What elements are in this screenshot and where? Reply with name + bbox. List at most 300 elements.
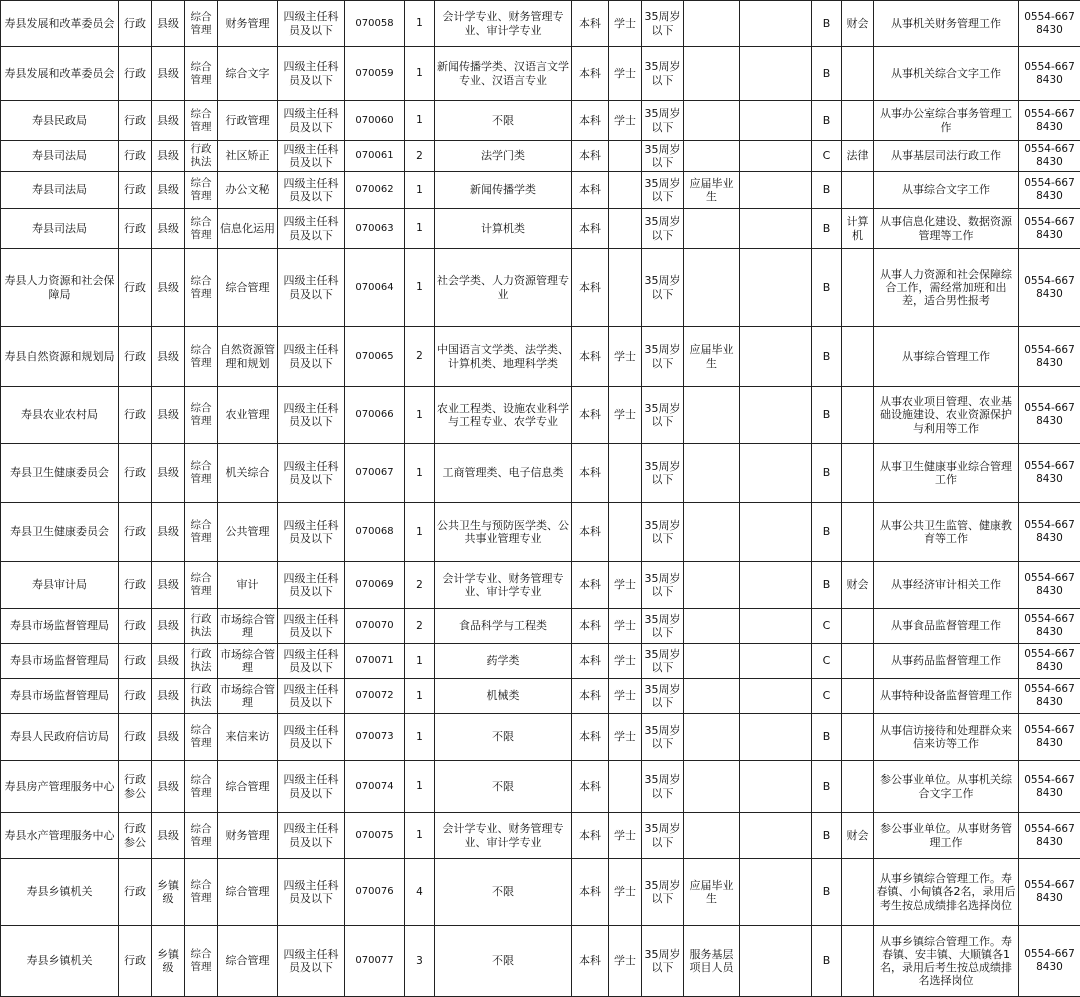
- education-cell: 本科: [572, 387, 609, 444]
- position-cell: 市场综合管理: [218, 679, 278, 714]
- position-cell: 农业管理: [218, 387, 278, 444]
- other-requirement-cell: [684, 1, 740, 47]
- exam-type-cell: C: [812, 609, 842, 644]
- exam-type-cell: B: [812, 327, 842, 387]
- type-cell: 行政参公: [119, 761, 152, 813]
- professional-test-cell: [842, 926, 874, 997]
- duty-cell: 从事经济审计相关工作: [874, 562, 1019, 609]
- professional-test-cell: 计算机: [842, 209, 874, 249]
- department-cell: 寿县人力资源和社会保障局: [1, 249, 119, 327]
- count-cell: 1: [405, 444, 435, 503]
- category-cell: 综合管理: [185, 101, 218, 141]
- count-cell: 1: [405, 1, 435, 47]
- category-cell: 综合管理: [185, 209, 218, 249]
- phone-cell: 0554-6678430: [1019, 444, 1080, 503]
- other-requirement-cell: [684, 387, 740, 444]
- category-cell: 综合管理: [185, 387, 218, 444]
- major-cell: 会计学专业、财务管理专业、审计学专业: [435, 562, 572, 609]
- type-cell: 行政: [119, 679, 152, 714]
- exam-type-cell: B: [812, 47, 842, 101]
- rank-cell: 四级主任科员及以下: [278, 609, 345, 644]
- type-cell: 行政: [119, 101, 152, 141]
- department-cell: 寿县发展和改革委员会: [1, 1, 119, 47]
- age-cell: 35周岁以下: [642, 47, 684, 101]
- count-cell: 4: [405, 859, 435, 926]
- exam-type-cell: B: [812, 249, 842, 327]
- degree-cell: 学士: [609, 101, 642, 141]
- position-cell: 信息化运用: [218, 209, 278, 249]
- type-cell: 行政: [119, 859, 152, 926]
- table-row: [1, 503, 1080, 562]
- table-row: [1, 444, 1080, 503]
- education-cell: 本科: [572, 141, 609, 172]
- department-cell: 寿县卫生健康委员会: [1, 444, 119, 503]
- position-cell: 财务管理: [218, 813, 278, 859]
- phone-cell: 0554-6678430: [1019, 644, 1080, 679]
- blank-cell: [740, 249, 812, 327]
- age-cell: 35周岁以下: [642, 249, 684, 327]
- category-cell: 综合管理: [185, 503, 218, 562]
- professional-test-cell: [842, 47, 874, 101]
- type-cell: 行政: [119, 714, 152, 761]
- major-cell: 社会学类、人力资源管理专业: [435, 249, 572, 327]
- department-cell: 寿县审计局: [1, 562, 119, 609]
- phone-cell: 0554-6678430: [1019, 761, 1080, 813]
- department-cell: 寿县乡镇机关: [1, 859, 119, 926]
- rank-cell: 四级主任科员及以下: [278, 679, 345, 714]
- education-cell: 本科: [572, 503, 609, 562]
- level-cell: 县级: [152, 644, 185, 679]
- duty-cell: 从事乡镇综合管理工作。寿春镇、安丰镇、大顺镇各1名，录用后考生按总成绩排名选择岗位: [874, 926, 1019, 997]
- other-requirement-cell: [684, 209, 740, 249]
- category-cell: 行政执法: [185, 644, 218, 679]
- duty-cell: 从事特种设备监督管理工作: [874, 679, 1019, 714]
- degree-cell: 学士: [609, 609, 642, 644]
- count-cell: 1: [405, 813, 435, 859]
- position-cell: 办公文秘: [218, 172, 278, 209]
- major-cell: 不限: [435, 761, 572, 813]
- rank-cell: 四级主任科员及以下: [278, 387, 345, 444]
- exam-type-cell: B: [812, 562, 842, 609]
- phone-cell: 0554-6678430: [1019, 141, 1080, 172]
- table-row: [1, 249, 1080, 327]
- education-cell: 本科: [572, 101, 609, 141]
- code-cell: 070077: [345, 926, 405, 997]
- category-cell: 综合管理: [185, 714, 218, 761]
- blank-cell: [740, 1, 812, 47]
- phone-cell: 0554-6678430: [1019, 562, 1080, 609]
- blank-cell: [740, 503, 812, 562]
- major-cell: 药学类: [435, 644, 572, 679]
- phone-cell: 0554-6678430: [1019, 47, 1080, 101]
- age-cell: 35周岁以下: [642, 101, 684, 141]
- table-row: [1, 387, 1080, 444]
- level-cell: 县级: [152, 679, 185, 714]
- exam-type-cell: B: [812, 813, 842, 859]
- professional-test-cell: [842, 503, 874, 562]
- phone-cell: 0554-6678430: [1019, 209, 1080, 249]
- other-requirement-cell: 服务基层项目人员: [684, 926, 740, 997]
- level-cell: 县级: [152, 387, 185, 444]
- rank-cell: 四级主任科员及以下: [278, 644, 345, 679]
- phone-cell: 0554-6678430: [1019, 101, 1080, 141]
- major-cell: 不限: [435, 101, 572, 141]
- exam-type-cell: C: [812, 141, 842, 172]
- count-cell: 1: [405, 503, 435, 562]
- professional-test-cell: [842, 859, 874, 926]
- degree-cell: 学士: [609, 679, 642, 714]
- position-cell: 市场综合管理: [218, 609, 278, 644]
- major-cell: 公共卫生与预防医学类、公共事业管理专业: [435, 503, 572, 562]
- duty-cell: 从事信访接待和处理群众来信来访等工作: [874, 714, 1019, 761]
- code-cell: 070064: [345, 249, 405, 327]
- count-cell: 1: [405, 714, 435, 761]
- blank-cell: [740, 562, 812, 609]
- count-cell: 1: [405, 209, 435, 249]
- major-cell: 不限: [435, 714, 572, 761]
- type-cell: 行政参公: [119, 813, 152, 859]
- exam-type-cell: B: [812, 859, 842, 926]
- code-cell: 070065: [345, 327, 405, 387]
- blank-cell: [740, 209, 812, 249]
- degree-cell: [609, 209, 642, 249]
- exam-type-cell: B: [812, 926, 842, 997]
- position-cell: 综合管理: [218, 859, 278, 926]
- position-cell: 综合文字: [218, 47, 278, 101]
- education-cell: 本科: [572, 209, 609, 249]
- department-cell: 寿县市场监督管理局: [1, 679, 119, 714]
- level-cell: 县级: [152, 172, 185, 209]
- type-cell: 行政: [119, 644, 152, 679]
- department-cell: 寿县市场监督管理局: [1, 609, 119, 644]
- code-cell: 070066: [345, 387, 405, 444]
- exam-type-cell: B: [812, 761, 842, 813]
- age-cell: 35周岁以下: [642, 859, 684, 926]
- duty-cell: 从事公共卫生监管、健康教育等工作: [874, 503, 1019, 562]
- degree-cell: [609, 444, 642, 503]
- count-cell: 1: [405, 101, 435, 141]
- age-cell: 35周岁以下: [642, 209, 684, 249]
- education-cell: 本科: [572, 679, 609, 714]
- major-cell: 会计学专业、财务管理专业、审计学专业: [435, 813, 572, 859]
- professional-test-cell: [842, 761, 874, 813]
- category-cell: 行政执法: [185, 141, 218, 172]
- position-cell: 社区矫正: [218, 141, 278, 172]
- phone-cell: 0554-6678430: [1019, 859, 1080, 926]
- age-cell: 35周岁以下: [642, 444, 684, 503]
- phone-cell: 0554-6678430: [1019, 249, 1080, 327]
- position-cell: 综合管理: [218, 249, 278, 327]
- other-requirement-cell: [684, 813, 740, 859]
- age-cell: 35周岁以下: [642, 714, 684, 761]
- blank-cell: [740, 387, 812, 444]
- education-cell: 本科: [572, 859, 609, 926]
- exam-type-cell: B: [812, 387, 842, 444]
- rank-cell: 四级主任科员及以下: [278, 503, 345, 562]
- duty-cell: 从事乡镇综合管理工作。寿春镇、小甸镇各2名，录用后考生按总成绩排名选择岗位: [874, 859, 1019, 926]
- rank-cell: 四级主任科员及以下: [278, 714, 345, 761]
- education-cell: 本科: [572, 47, 609, 101]
- table-row: [1, 609, 1080, 644]
- count-cell: 2: [405, 141, 435, 172]
- department-cell: 寿县发展和改革委员会: [1, 47, 119, 101]
- table-row: [1, 172, 1080, 209]
- age-cell: 35周岁以下: [642, 1, 684, 47]
- blank-cell: [740, 761, 812, 813]
- code-cell: 070072: [345, 679, 405, 714]
- exam-type-cell: B: [812, 209, 842, 249]
- major-cell: 农业工程类、设施农业科学与工程专业、农学专业: [435, 387, 572, 444]
- degree-cell: 学士: [609, 859, 642, 926]
- education-cell: 本科: [572, 444, 609, 503]
- category-cell: 综合管理: [185, 249, 218, 327]
- count-cell: 2: [405, 327, 435, 387]
- professional-test-cell: [842, 444, 874, 503]
- level-cell: 县级: [152, 1, 185, 47]
- professional-test-cell: [842, 609, 874, 644]
- duty-cell: 从事食品监督管理工作: [874, 609, 1019, 644]
- age-cell: 35周岁以下: [642, 141, 684, 172]
- code-cell: 070074: [345, 761, 405, 813]
- code-cell: 070075: [345, 813, 405, 859]
- duty-cell: 参公事业单位。从事机关综合文字工作: [874, 761, 1019, 813]
- major-cell: 不限: [435, 859, 572, 926]
- rank-cell: 四级主任科员及以下: [278, 141, 345, 172]
- duty-cell: 参公事业单位。从事财务管理工作: [874, 813, 1019, 859]
- count-cell: 3: [405, 926, 435, 997]
- degree-cell: 学士: [609, 813, 642, 859]
- category-cell: 综合管理: [185, 327, 218, 387]
- table-row: [1, 679, 1080, 714]
- rank-cell: 四级主任科员及以下: [278, 444, 345, 503]
- level-cell: 县级: [152, 609, 185, 644]
- blank-cell: [740, 859, 812, 926]
- level-cell: 乡镇级: [152, 859, 185, 926]
- code-cell: 070068: [345, 503, 405, 562]
- age-cell: 35周岁以下: [642, 327, 684, 387]
- code-cell: 070063: [345, 209, 405, 249]
- position-cell: 市场综合管理: [218, 644, 278, 679]
- code-cell: 070076: [345, 859, 405, 926]
- other-requirement-cell: 应届毕业生: [684, 327, 740, 387]
- blank-cell: [740, 47, 812, 101]
- type-cell: 行政: [119, 141, 152, 172]
- table-row: [1, 813, 1080, 859]
- code-cell: 070060: [345, 101, 405, 141]
- code-cell: 070067: [345, 444, 405, 503]
- department-cell: 寿县乡镇机关: [1, 926, 119, 997]
- duty-cell: 从事农业项目管理、农业基础设施建设、农业资源保护与利用等工作: [874, 387, 1019, 444]
- blank-cell: [740, 172, 812, 209]
- professional-test-cell: 财会: [842, 1, 874, 47]
- level-cell: 县级: [152, 47, 185, 101]
- exam-type-cell: B: [812, 172, 842, 209]
- table-row: [1, 859, 1080, 926]
- professional-test-cell: [842, 249, 874, 327]
- type-cell: 行政: [119, 609, 152, 644]
- category-cell: 综合管理: [185, 47, 218, 101]
- category-cell: 综合管理: [185, 562, 218, 609]
- rank-cell: 四级主任科员及以下: [278, 47, 345, 101]
- code-cell: 070062: [345, 172, 405, 209]
- phone-cell: 0554-6678430: [1019, 1, 1080, 47]
- rank-cell: 四级主任科员及以下: [278, 209, 345, 249]
- professional-test-cell: [842, 679, 874, 714]
- degree-cell: [609, 761, 642, 813]
- count-cell: 1: [405, 679, 435, 714]
- blank-cell: [740, 101, 812, 141]
- code-cell: 070071: [345, 644, 405, 679]
- position-cell: 来信来访: [218, 714, 278, 761]
- professional-test-cell: 财会: [842, 813, 874, 859]
- rank-cell: 四级主任科员及以下: [278, 101, 345, 141]
- rank-cell: 四级主任科员及以下: [278, 926, 345, 997]
- table-row: [1, 644, 1080, 679]
- degree-cell: 学士: [609, 387, 642, 444]
- blank-cell: [740, 926, 812, 997]
- phone-cell: 0554-6678430: [1019, 503, 1080, 562]
- position-cell: 财务管理: [218, 1, 278, 47]
- phone-cell: 0554-6678430: [1019, 327, 1080, 387]
- phone-cell: 0554-6678430: [1019, 172, 1080, 209]
- table-row: [1, 141, 1080, 172]
- major-cell: 计算机类: [435, 209, 572, 249]
- duty-cell: 从事综合管理工作: [874, 327, 1019, 387]
- level-cell: 县级: [152, 249, 185, 327]
- exam-type-cell: B: [812, 1, 842, 47]
- other-requirement-cell: [684, 609, 740, 644]
- education-cell: 本科: [572, 926, 609, 997]
- type-cell: 行政: [119, 47, 152, 101]
- education-cell: 本科: [572, 761, 609, 813]
- rank-cell: 四级主任科员及以下: [278, 813, 345, 859]
- table-row: [1, 761, 1080, 813]
- duty-cell: 从事信息化建设、数据资源管理等工作: [874, 209, 1019, 249]
- department-cell: 寿县农业农村局: [1, 387, 119, 444]
- phone-cell: 0554-6678430: [1019, 387, 1080, 444]
- count-cell: 1: [405, 47, 435, 101]
- position-cell: 综合管理: [218, 926, 278, 997]
- education-cell: 本科: [572, 813, 609, 859]
- level-cell: 县级: [152, 813, 185, 859]
- age-cell: 35周岁以下: [642, 813, 684, 859]
- count-cell: 1: [405, 249, 435, 327]
- other-requirement-cell: 应届毕业生: [684, 859, 740, 926]
- count-cell: 1: [405, 644, 435, 679]
- category-cell: 综合管理: [185, 1, 218, 47]
- level-cell: 县级: [152, 444, 185, 503]
- duty-cell: 从事机关财务管理工作: [874, 1, 1019, 47]
- blank-cell: [740, 813, 812, 859]
- department-cell: 寿县市场监督管理局: [1, 644, 119, 679]
- age-cell: 35周岁以下: [642, 679, 684, 714]
- duty-cell: 从事人力资源和社会保障综合工作，需经常加班和出差，适合男性报考: [874, 249, 1019, 327]
- other-requirement-cell: [684, 714, 740, 761]
- age-cell: 35周岁以下: [642, 172, 684, 209]
- major-cell: 新闻传播学类、汉语言文学专业、汉语言专业: [435, 47, 572, 101]
- count-cell: 2: [405, 609, 435, 644]
- rank-cell: 四级主任科员及以下: [278, 327, 345, 387]
- degree-cell: [609, 249, 642, 327]
- blank-cell: [740, 444, 812, 503]
- degree-cell: 学士: [609, 926, 642, 997]
- type-cell: 行政: [119, 444, 152, 503]
- level-cell: 县级: [152, 761, 185, 813]
- other-requirement-cell: [684, 444, 740, 503]
- department-cell: 寿县民政局: [1, 101, 119, 141]
- major-cell: 不限: [435, 926, 572, 997]
- table-row: [1, 714, 1080, 761]
- department-cell: 寿县房产管理服务中心: [1, 761, 119, 813]
- code-cell: 070061: [345, 141, 405, 172]
- department-cell: 寿县卫生健康委员会: [1, 503, 119, 562]
- degree-cell: 学士: [609, 327, 642, 387]
- education-cell: 本科: [572, 609, 609, 644]
- exam-type-cell: C: [812, 644, 842, 679]
- other-requirement-cell: [684, 562, 740, 609]
- degree-cell: 学士: [609, 644, 642, 679]
- table-row: [1, 47, 1080, 101]
- other-requirement-cell: [684, 249, 740, 327]
- level-cell: 县级: [152, 714, 185, 761]
- position-cell: 公共管理: [218, 503, 278, 562]
- degree-cell: [609, 141, 642, 172]
- type-cell: 行政: [119, 387, 152, 444]
- table-row: [1, 1, 1080, 47]
- count-cell: 2: [405, 562, 435, 609]
- duty-cell: 从事综合文字工作: [874, 172, 1019, 209]
- major-cell: 新闻传播学类: [435, 172, 572, 209]
- table-row: [1, 327, 1080, 387]
- phone-cell: 0554-6678430: [1019, 714, 1080, 761]
- age-cell: 35周岁以下: [642, 562, 684, 609]
- professional-test-cell: [842, 644, 874, 679]
- category-cell: 行政执法: [185, 609, 218, 644]
- exam-type-cell: B: [812, 714, 842, 761]
- degree-cell: [609, 172, 642, 209]
- level-cell: 县级: [152, 562, 185, 609]
- rank-cell: 四级主任科员及以下: [278, 859, 345, 926]
- category-cell: 综合管理: [185, 444, 218, 503]
- other-requirement-cell: [684, 679, 740, 714]
- major-cell: 工商管理类、电子信息类: [435, 444, 572, 503]
- other-requirement-cell: [684, 644, 740, 679]
- type-cell: 行政: [119, 209, 152, 249]
- other-requirement-cell: 应届毕业生: [684, 172, 740, 209]
- type-cell: 行政: [119, 562, 152, 609]
- type-cell: 行政: [119, 926, 152, 997]
- degree-cell: 学士: [609, 1, 642, 47]
- blank-cell: [740, 714, 812, 761]
- age-cell: 35周岁以下: [642, 926, 684, 997]
- other-requirement-cell: [684, 141, 740, 172]
- rank-cell: 四级主任科员及以下: [278, 761, 345, 813]
- age-cell: 35周岁以下: [642, 644, 684, 679]
- phone-cell: 0554-6678430: [1019, 609, 1080, 644]
- department-cell: 寿县自然资源和规划局: [1, 327, 119, 387]
- category-cell: 综合管理: [185, 172, 218, 209]
- major-cell: 法学门类: [435, 141, 572, 172]
- table-body: [1, 1, 1080, 997]
- table-row: [1, 562, 1080, 609]
- type-cell: 行政: [119, 172, 152, 209]
- age-cell: 35周岁以下: [642, 503, 684, 562]
- education-cell: 本科: [572, 644, 609, 679]
- position-cell: 综合管理: [218, 761, 278, 813]
- department-cell: 寿县司法局: [1, 141, 119, 172]
- code-cell: 070058: [345, 1, 405, 47]
- code-cell: 070070: [345, 609, 405, 644]
